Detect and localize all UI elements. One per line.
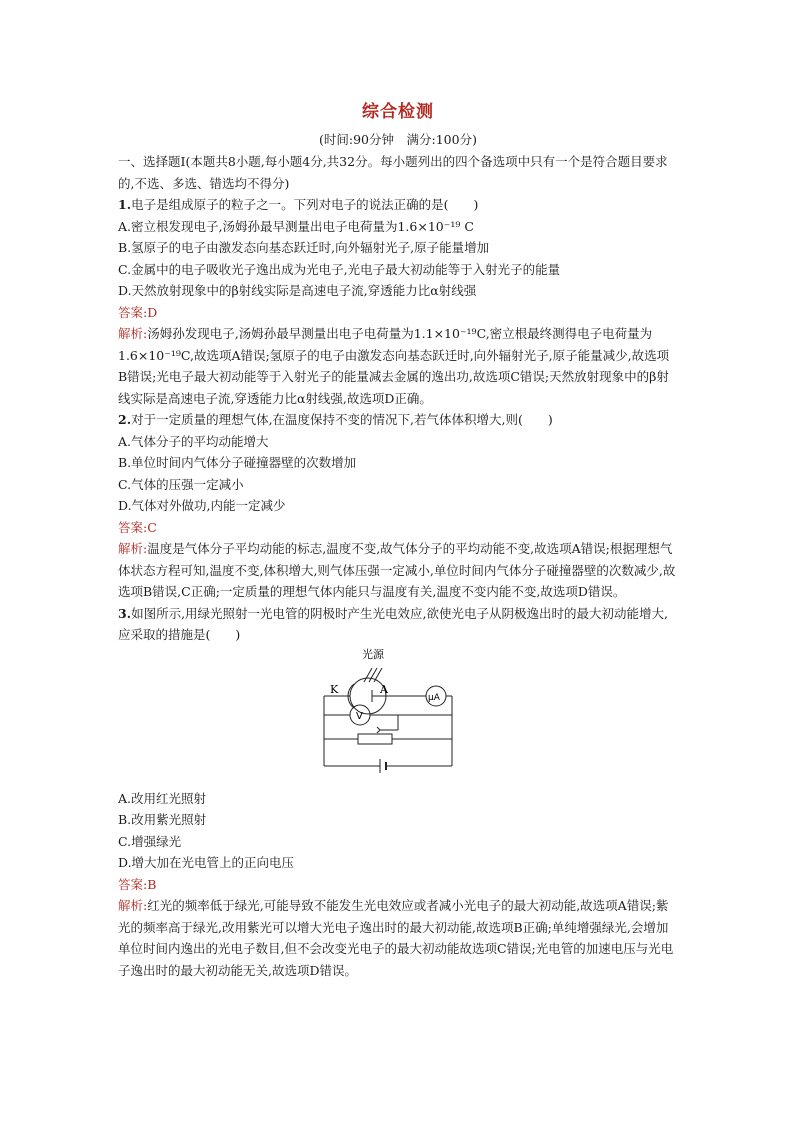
q3-option-d: D.增大加在光电管上的正向电压 (118, 855, 295, 870)
q1-option-a: A.密立根发现电子,汤姆孙最早测量出电子电荷量为1.6×10⁻¹⁹ C (118, 218, 474, 234)
exam-page (118, 97, 678, 981)
cathode-label: K (330, 682, 339, 696)
answer-label: 答案: (118, 304, 148, 320)
q2-option-b: B.单位时间内气体分子碰撞器壁的次数增加 (118, 455, 357, 470)
answer-value: C (147, 519, 157, 535)
answer-value: D (147, 304, 158, 320)
photoelectric-circuit-figure (118, 646, 678, 786)
q3-option-b: B.改用紫光照射 (118, 812, 207, 827)
question-number: 2. (118, 412, 132, 427)
question-1 (118, 194, 678, 216)
question-3 (118, 603, 678, 646)
explanation-label: 解析: (118, 326, 148, 341)
q3-option-a: A.改用红光照射 (118, 790, 207, 806)
explanation-text: 汤姆孙发现电子,汤姆孙最早测量出电子电荷量为1.1×10⁻¹⁹C,密立根最终测得电子电荷量为1.6×10⁻¹⁹C,故选项A错误;氢原子的电子由激发态向基态跃迁时,向外辐射光子,原子能量减少,故选项B错误;光电子最大初动能等于入射光子的能量减去金属的逸出功,故选项C错误;天然放射现象中的β射线实际是高速电子流,穿透能力比α射线强,故选项D正确。 (118, 326, 670, 406)
q1-option-d: D.天然放射现象中的β射线实际是高速电子流,穿透能力比α射线强 (118, 283, 477, 298)
section-heading: 一、选择题Ⅰ(本题共8小题,每小题4分,共32分。每小题列出的四个备选项中只有一个是符合题目要求的,不选、多选、错选均不得分) (118, 154, 668, 191)
q3-answer (118, 874, 678, 896)
answer-value: B (147, 876, 157, 892)
q2-explanation (118, 538, 678, 603)
answer-label: 答案: (118, 876, 148, 892)
question-number: 1. (118, 197, 132, 212)
page-title: 综合检测 (362, 102, 434, 122)
question-2 (118, 409, 678, 431)
q1-explanation (118, 323, 678, 409)
q1-answer (118, 302, 678, 324)
question-number: 3. (118, 605, 132, 621)
ammeter-label: μA (428, 692, 440, 703)
explanation-text: 温度是气体分子平均动能的标志,温度不变,故气体分子的平均动能不变,故选项A错误;根据理想气体状态方程可知,温度不变,体积增大,则气体压强一定减小,单位时间内气体分子碰撞器壁的次数减少,故选项B错误,C正确;一定质量的理想气体内能只与温度有关,温度不变内能不变,故选项D错误。 (118, 541, 676, 599)
q1-option-b: B.氢原子的电子由激发态向基态跃迁时,向外辐射光子,原子能量增加 (118, 240, 490, 255)
answer-label: 答案: (118, 519, 148, 535)
q3-explanation (118, 895, 678, 981)
q1-option-c: C.金属中的电子吸收光子逸出成为光电子,光电子最大初动能等于入射光子的能量 (118, 261, 561, 277)
q2-option-c: C.气体的压强一定减小 (118, 476, 244, 492)
light-ray (364, 668, 372, 682)
question-stem: 如图所示,用绿光照射一光电管的阴极时产生光电效应,欲使光电子从阴极逸出时的最大初动能增大,应采取的措施是( ) (118, 605, 668, 642)
rheostat (358, 734, 392, 744)
light-source-label: 光源 (362, 647, 384, 661)
anode-label: A (380, 682, 388, 696)
explanation-label: 解析: (118, 898, 148, 913)
page-subtitle: (时间:90分钟 满分:100分) (319, 132, 477, 147)
q2-option-a: A.气体分子的平均动能增大 (118, 433, 269, 449)
question-stem: 电子是组成原子的粒子之一。下列对电子的说法正确的是( ) (131, 197, 479, 212)
voltmeter-label: V (356, 710, 363, 722)
question-stem: 对于一定质量的理想气体,在温度保持不变的情况下,若气体体积增大,则( ) (131, 412, 553, 427)
q3-option-c: C.增强绿光 (118, 833, 182, 849)
q2-option-d: D.气体对外做功,内能一定减少 (118, 498, 286, 513)
explanation-text: 红光的频率低于绿光,可能导致不能发生光电效应或者减小光电子的最大初动能,故选项A错误;紫光的频率高于绿光,改用紫光可以增大光电子逸出时的最大初动能,故选项B正确;单纯增强绿光,会增加单位时间内逸出的光电子数目,但不会改变光电子的最大初动能故选项C错误;光电管的加速电压与光电子逸出时的最大初动能无关,故选项D错误。 (118, 898, 674, 978)
circuit-diagram (318, 646, 458, 782)
explanation-label: 解析: (118, 541, 148, 556)
q2-answer (118, 517, 678, 539)
